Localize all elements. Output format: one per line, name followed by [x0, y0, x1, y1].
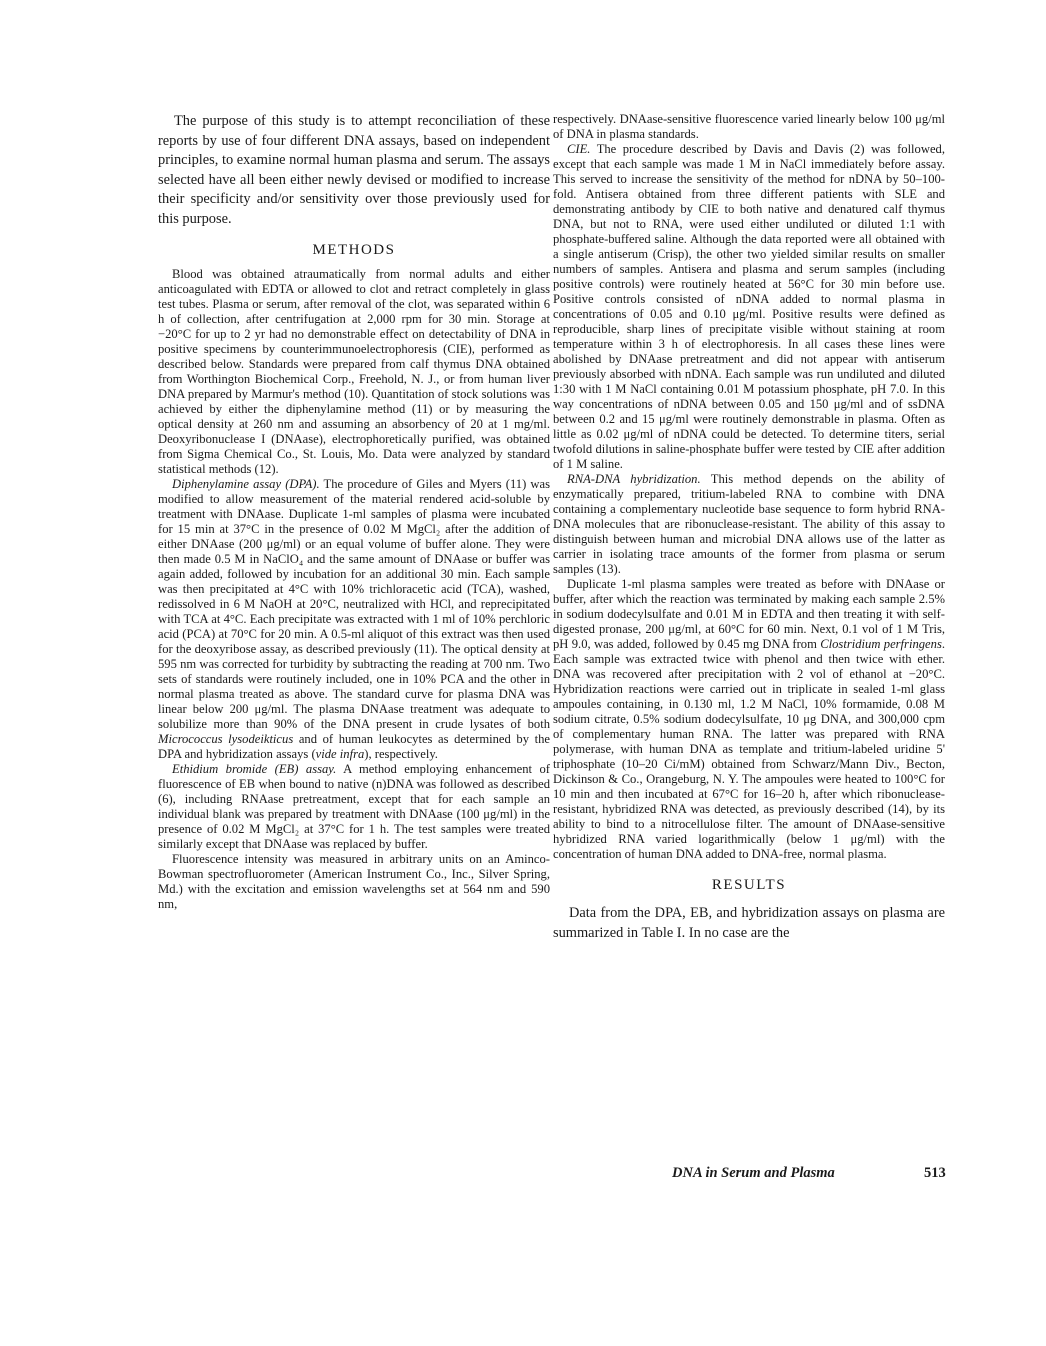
- hybridization-run-in-heading: RNA-DNA hybridization.: [567, 472, 701, 486]
- dpa-paragraph: [158, 477, 550, 762]
- right-column: [553, 112, 945, 943]
- eb-run-in-heading: Ethidium bromide (EB) assay.: [172, 761, 337, 776]
- fluorescence-paragraph: Fluorescence intensity was measured in arbitrary units on an Aminco-Bowman spectrofluorometer (American Instrument Co., Inc., Silver Spring, Md.) with the excitation and emission wavelengths set at 564 nm and 590 nm,: [158, 851, 550, 911]
- eb-paragraph: [158, 762, 550, 852]
- cie-paragraph: [553, 142, 945, 472]
- duplicate-samples-paragraph: [553, 577, 945, 862]
- results-heading: RESULTS: [711, 877, 787, 893]
- hybridization-paragraph: [553, 472, 945, 577]
- duplicate-text-b: . Each sample was extracted twice with phenol and then twice with ether. DNA was recovered after precipitation with 2 vol of ethanol at −20°C. Hybridization reactions were carried out in triplicate in sealed 1-ml glass ampoules containing, in 0.130 ml, 1.2 M NaCl, 10% formamide, 0.08 M sodium citrate, 0.5% sodium dodecylsulfate, 10 μg DNA, and 300,000 cpm of complementary human RNA. The latter was prepared with RNA polymerase, with human DNA as template and tritium-labeled uridine 5' triphosphate (10–20 Ci/mM) obtained from Schwarz/Mann Div., Becton, Dickinson & Co., Orangeburg, N. Y. The ampoules were heated to 100°C for 10 min and then incubated at 67°C for 16–20 h, after which ribonuclease-resistant, hybridized RNA was detected, as previously described (14), by its ability to bind to a nitrocellulose filter. The amount of DNAase-sensitive hybridized RNA varied logarithmically (below 1 μg/ml) with the concentration of human DNA added to DNA-free, normal plasma.: [553, 637, 945, 861]
- cie-run-in-heading: CIE.: [567, 142, 591, 156]
- cie-text: The procedure described by Davis and Davis (2) was followed, except that each sample was made 1 M in NaCl immediately before assay. This served to increase the sensitivity of the method for nDNA by 50–100-fold. Antisera obtained from three different patients with SLE and demonstrating antibody by CIE to both native and denatured calf thymus DNA, but not to RNA, were used either undiluted or diluted 1:1 with phosphate-buffered saline. Although the data reported were all obtained with a single antiserum (Crisp), the other two yielded similar results on smaller numbers of samples. Antisera and plasma and serum samples (including positive controls) were routinely heated at 56°C for 30 min before use. Positive controls consisted of nDNA added to normal plasma in concentrations of 0.05 and 0.10 μg/ml. Positive results were defined as reproducible, sharp lines of precipitate visible without staining at room temperature within 3 h of electrophoresis. In all cases these lines were abolished by DNAase pretreatment and did not appear with antiserum previously absorbed with nDNA. Each sample was run undiluted and diluted 1:30 with 1 M NaCl containing 0.01 M potassium phosphate, pH 7.0. In this way concentrations of nDNA between 0.05 and 150 μg/ml and of ssDNA between 0.2 and 15 μg/ml were routinely demonstrable in plasma. Often as little as 0.02 μg/ml of nDNA could be detected. To determine titers, serial twofold dilutions in saline-phosphate buffer were tested by CIE after addition of 1 M saline.: [553, 142, 945, 471]
- dpa-species: Micrococcus lysodeikticus: [158, 731, 294, 746]
- dpa-run-in-heading: Diphenylamine assay (DPA).: [172, 476, 320, 491]
- dpa-vide-infra: vide infra: [315, 746, 365, 761]
- continued-paragraph: respectively. DNAase-sensitive fluorescence varied linearly below 100 μg/ml of DNA in plasma standards.: [553, 112, 945, 141]
- running-title: DNA in Serum and Plasma: [672, 1165, 835, 1181]
- methods-heading: METHODS: [312, 241, 396, 258]
- eb-text: A method employing enhancement of fluorescence of EB when bound to native (n)DNA was followed as described (6), including RNAase pretreatment, except that for each sample an individual blank was prepared by treatment with DNAase (100 μg/ml) in the presence of 0.02 M MgCl₂ at 37°C for 1 h. The test samples were treated similarly except that DNAase was replaced by buffer.: [158, 761, 551, 851]
- page-footer: [672, 1165, 962, 1182]
- dpa-text: The procedure of Giles and Myers (11) was modified to allow measurement of the material rendered acid-soluble by treatment with DNAase. Duplicate 1-ml samples of plasma were incubated for 15 min at 37°C in the presence of 0.02 M MgCl₂ after the addition of either DNAase (200 μg/ml) or an equal volume of buffer alone. They were then made 0.5 M in NaClO₄ and the same amount of DNAase or buffer was again added, followed by incubation for an additional 30 min. Each sample was then precipitated at 4°C with 10% trichloracetic acid (TCA), washed, redissolved in 6 M NaOH at 20°C, neutralized with HCl, and reprecipitated with TCA at 4°C. Each precipitate was extracted with 1 ml of 10% perchloric acid (PCA) at 70°C for 20 min. A 0.5-ml aliquot of this extract was then used for the deoxyribose assay, as described previously (11). The optical density at 595 nm was corrected for turbidity by subtracting the reading at 700 nm. Two sets of standards were routinely included, one in 10% PCA and the other in normal plasma treated as above. The standard curve for plasma DNA was linear below 200 μg/ml. The plasma DNAase treatment was adequate to solubilize more than 90% of the DNA present in crude lysates of both: [158, 476, 550, 731]
- dpa-tail-1: and of human leukocytes as determined by the DPA and hybridization assays (: [158, 731, 550, 761]
- duplicate-text-a: Duplicate 1-ml plasma samples were treated as before with DNAase or buffer, after which the reaction was terminated by making each sample 2.5% in sodium dodecylsulfate and 0.01 M in EDTA and then treating it with self-digested pronase, 200 μg/ml, at 60°C for 60 min. Next, 0.1 vol of 1 M Tris, pH 9.0, was added, followed by 0.45 mg DNA from: [553, 577, 945, 651]
- hybridization-text: This method depends on the ability of enzymatically prepared, tritium-labeled RNA to combine with DNA containing a complementary nucleotide base sequence to form hybrid RNA-DNA molecules that are ribonuclease-resistant. The ability of this assay to distinguish between human and microbial DNA allows use of the latter as carrier in isolating trace amounts of the former from plasma or serum samples (13).: [553, 472, 945, 576]
- dpa-tail-2: ), respectively.: [364, 746, 438, 761]
- blood-paragraph: Blood was obtained atraumatically from normal adults and either anticoagulated with EDTA or allowed to clot and retract completely in glass test tubes. Plasma or serum, after removal of the clot, was separated within 6 h of collection, after centrifugation at 2,000 rpm for 30 min. Storage at −20°C for up to 2 yr had no demonstrable effect on detectability of DNA in positive specimens by counterimmunoelectrophoresis (CIE), performed as described below. Standards were prepared from calf thymus DNA obtained from Worthington Biochemical Corp., Freehold, N. J., or from human liver DNA prepared by Marmur's method (10). Quantitation of stock solutions was achieved by either the diphenylamine method (11) or by measuring the optical density at 260 nm and assuming an absorbency of 20 at 1 mg/ml. Deoxyribonuclease I (DNAase), electrophoretically purified, was obtained from Sigma Chemical Co., St. Louis, Mo. Data were analyzed by standard statistical methods (12).: [158, 266, 550, 476]
- page-number: 513: [924, 1165, 946, 1181]
- duplicate-species: Clostridium perfringens: [820, 637, 942, 651]
- intro-paragraph: The purpose of this study is to attempt reconciliation of these reports by use of four different DNA assays, based on independent principles, to examine normal human plasma and serum. The assays selected have all been either newly devised or modified to increase their specificity and/or sensitivity over those previously used for this purpose.: [158, 113, 550, 227]
- left-column: [158, 112, 550, 912]
- results-paragraph: Data from the DPA, EB, and hybridization assays on plasma are summarized in Table I. In no case are the: [553, 905, 945, 941]
